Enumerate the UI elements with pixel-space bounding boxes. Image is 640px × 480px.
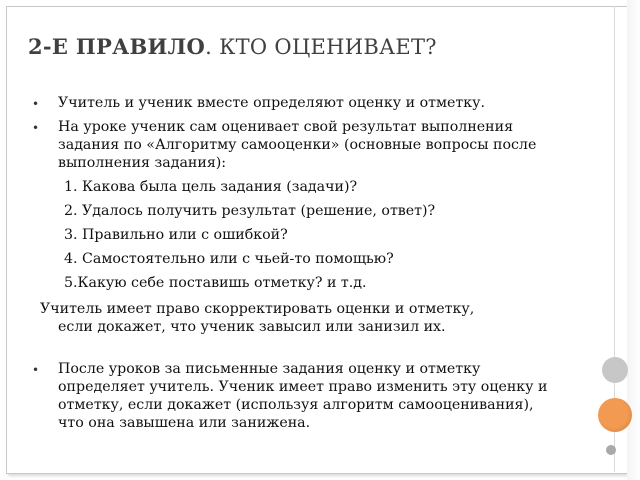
question-3: 3. Правильно или с ошибкой? bbox=[64, 227, 288, 243]
slide-title-rest: . КТО ОЦЕНИВАЕТ? bbox=[205, 35, 437, 59]
bullet-text-3: После уроков за письменные задания оценку и отметку определяет учитель. Ученик имеет право изменить эту оценку и отметку, если докажет (используя алгоритм самооценивания), что она завышена или занижена. bbox=[58, 361, 548, 431]
teacher-note-line-2: если докажет, что ученик завысил или занизил их. bbox=[58, 319, 446, 335]
decorative-small-circle bbox=[606, 445, 616, 455]
bullet-icon: • bbox=[32, 363, 40, 377]
bullet-icon: • bbox=[32, 97, 40, 111]
decorative-orange-circle bbox=[598, 398, 632, 432]
bullet-item-1 bbox=[30, 94, 550, 112]
teacher-note bbox=[30, 300, 550, 336]
bullet-icon: • bbox=[32, 121, 40, 135]
slide-title-bold: 2-Е ПРАВИЛО bbox=[28, 34, 206, 59]
question-5: 5.Какую себе поставишь отметку? и т.д. bbox=[64, 275, 367, 291]
teacher-note-line-1: Учитель имеет право скорректировать оценки и отметку, bbox=[40, 301, 475, 317]
question-1: 1. Какова была цель задания (задачи)? bbox=[64, 179, 358, 195]
bullet-text-2: На уроке ученик сам оценивает свой результат выполнения задания по «Алгоритму самооценки» (основные вопросы после выполнения задания): bbox=[58, 119, 537, 171]
bullet-item-3 bbox=[30, 360, 550, 432]
question-4: 4. Самостоятельно или с чьей-то помощью? bbox=[64, 251, 394, 267]
slide-title bbox=[28, 34, 588, 59]
bullet-text-1: Учитель и ученик вместе определяют оценку и отметку. bbox=[58, 95, 485, 111]
slide-content bbox=[30, 94, 550, 432]
decorative-gray-circle bbox=[602, 357, 628, 383]
question-2: 2. Удалось получить результат (решение, ответ)? bbox=[64, 203, 436, 219]
bullet-item-2 bbox=[30, 118, 550, 172]
